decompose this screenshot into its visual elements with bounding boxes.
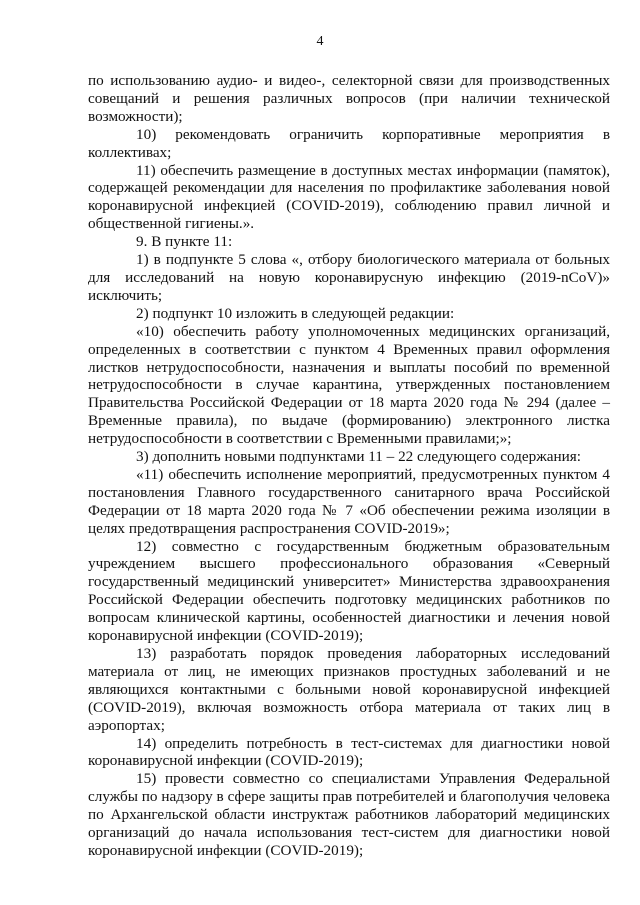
paragraph-item-13: 13) разработать порядок проведения лабораторных исследований материала от лиц, не имеющих признаков простудных заболеваний и не являющихся контактными с больными новой коронавирусной инфекцией (COVID-2019), включая возможность отбора материала от таких лиц в аэропортах; <box>88 645 610 734</box>
paragraph-item-14: 14) определить потребность в тест-системах для диагностики новой коронавирусной инфекции (COVID-2019); <box>88 734 610 770</box>
paragraph-item-10: 10) рекомендовать ограничить корпоративные мероприятия в коллективах; <box>88 125 610 161</box>
paragraph-point-9: 9. В пункте 11: <box>136 233 233 251</box>
paragraph-quote-10: «10) обеспечить работу уполномоченных медицинских организаций, определенных в соответствии с пунктом 4 Временных правил оформления листков нетрудоспособности, назначения и выплаты пособий по временной нетрудоспособности в случае карантина, утвержденных постановлением Правительства Российской Федерации от 18 марта 2020 года № 294 (далее – Временные правила), по выдаче (формированию) электронного листка нетрудоспособности в соответствии с Временными правилами;»; <box>88 322 610 448</box>
paragraph-item-12: 12) совместно с государственным бюджетным образовательным учреждением высшего профессионального образования «Северный государственный медицинский университет» Министерства здравоохранения Российской Федерации обеспечить подготовку медицинских работников по вопросам клинической картины, особенностей диагностики и лечения новой коронавирусной инфекции (COVID-2019); <box>88 537 610 645</box>
paragraph-subitem-3: 3) дополнить новыми подпунктами 11 – 22 следующего содержания: <box>136 448 581 466</box>
paragraph-item-15: 15) провести совместно со специалистами Управления Федеральной службы по надзору в сфере защиты прав потребителей и благополучия человека по Архангельской области инструктаж работников лабораторий медицинских организаций до начала использования тест-систем для диагностики новой коронавирусной инфекции (COVID-2019); <box>88 770 610 859</box>
paragraph-subitem-2: 2) подпункт 10 изложить в следующей редакции: <box>136 304 455 322</box>
page-number: 4 <box>316 34 324 49</box>
document-body <box>88 72 610 860</box>
paragraph-quote-11: «11) обеспечить исполнение мероприятий, предусмотренных пунктом 4 постановления Главного государственного санитарного врача Российской Федерации от 18 марта 2020 года № 7 «Об обеспечении режима изоляции в целях предотвращения распространения COVID-2019»; <box>88 465 610 537</box>
paragraph-continuation: по использованию аудио- и видео-, селекторной связи для производственных совещаний и решения различных вопросов (при наличии технической возможности); <box>88 72 610 125</box>
paragraph-subitem-1: 1) в подпункте 5 слова «, отбору биологического материала от больных для исследований на новую коронавирусную инфекцию (2019-nCoV)» исключить; <box>88 251 610 304</box>
paragraph-item-11: 11) обеспечить размещение в доступных местах информации (памяток), содержащей рекомендации для населения по профилактике заболевания новой коронавирусной инфекцией (COVID-2019), соблюдению правил личной и общественной гигиены.». <box>88 161 610 233</box>
